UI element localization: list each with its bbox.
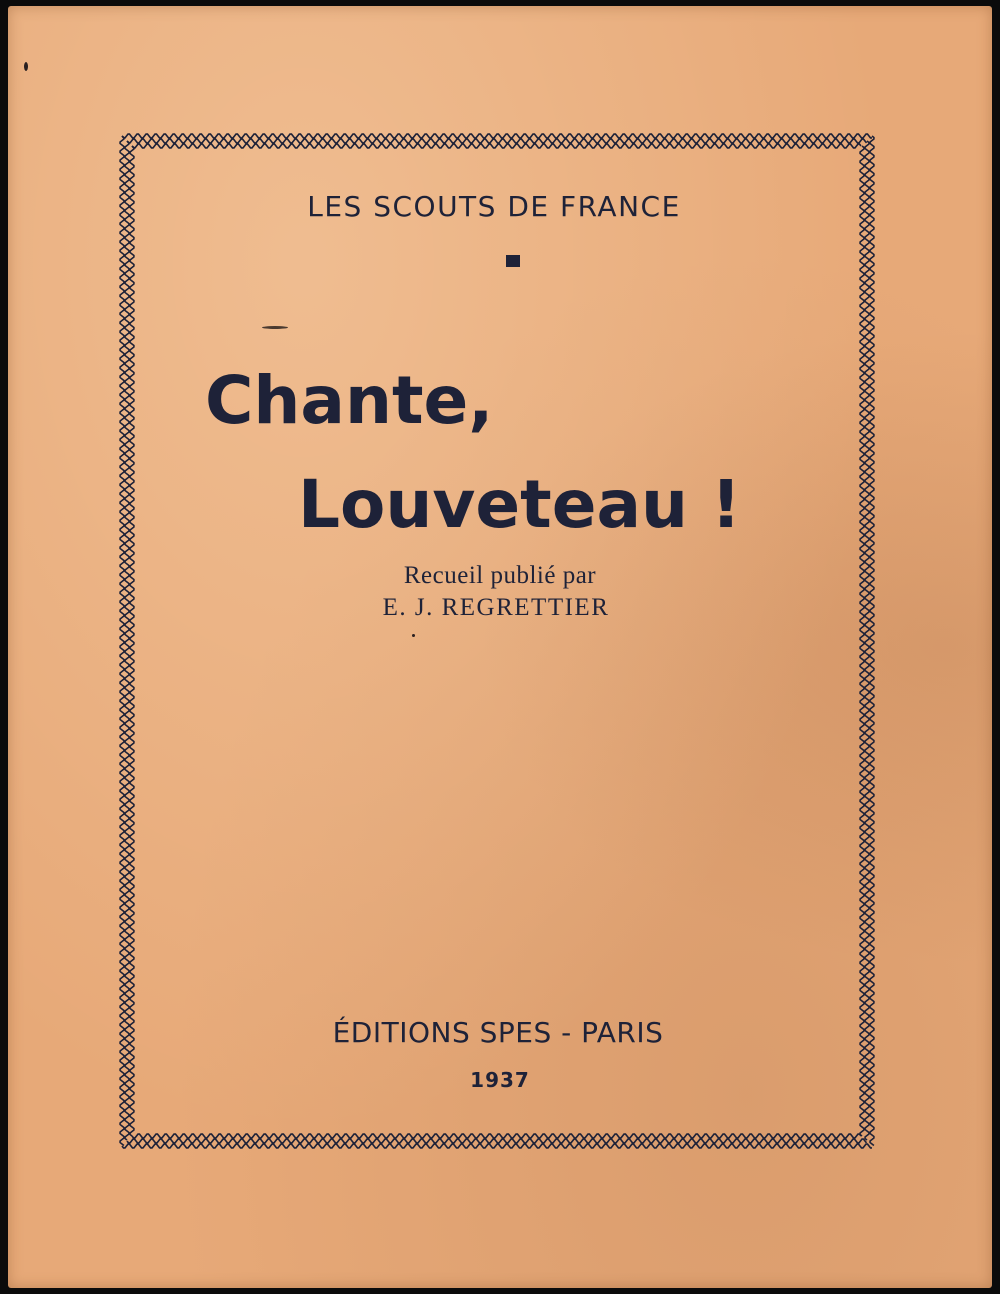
square-ornament bbox=[506, 255, 520, 267]
title-line-2: Louveteau ! bbox=[298, 466, 742, 543]
organization-name: LES SCOUTS DE FRANCE bbox=[307, 190, 681, 223]
title-line-1: Chante, bbox=[205, 362, 494, 439]
publisher-line: ÉDITIONS SPES - PARIS bbox=[332, 1016, 664, 1049]
publication-year: 1937 bbox=[470, 1068, 530, 1092]
subtitle: Recueil publié par bbox=[403, 562, 597, 589]
author-name: E. J. REGRETTIER bbox=[382, 594, 610, 621]
